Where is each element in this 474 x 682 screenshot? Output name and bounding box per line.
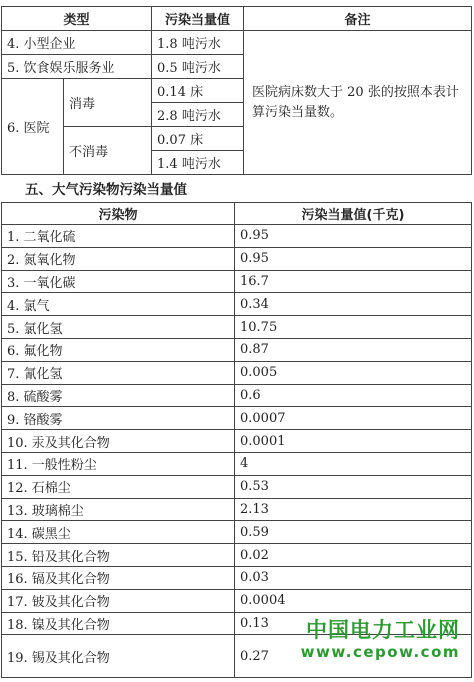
table-row xyxy=(2,452,472,475)
table-row xyxy=(2,270,472,293)
pollutant-value: 0.005 xyxy=(235,361,472,384)
hospital-no-disinfect-label: 不消毒 xyxy=(64,127,152,175)
pollutant-name: 17. 铍及其化合物 xyxy=(2,589,235,612)
pollutant-name: 1. 二氧化硫 xyxy=(2,225,235,248)
pollutant-name: 12. 石棉尘 xyxy=(2,475,235,498)
hospital-no-disinfect-bed-value: 0.07 床 xyxy=(152,127,244,151)
pollutant-name: 18. 镍及其化合物 xyxy=(2,612,235,635)
note-cell: 医院病床数大于 20 张的按照本表计算污染当量数。 xyxy=(244,31,472,175)
table-row xyxy=(2,247,472,270)
pollutant-name: 9. 铬酸雾 xyxy=(2,407,235,430)
pollutant-name: 10. 汞及其化合物 xyxy=(2,430,235,453)
hospital-disinfect-label: 消毒 xyxy=(64,79,152,127)
pollutant-value: 0.03 xyxy=(235,566,472,589)
pollutant-name: 7. 氰化氢 xyxy=(2,361,235,384)
table-row xyxy=(2,566,472,589)
pollutant-name: 8. 硫酸雾 xyxy=(2,384,235,407)
pollutant-value: 0.0001 xyxy=(235,430,472,453)
pollutant-name: 14. 碳黑尘 xyxy=(2,521,235,544)
pollutant-name: 11. 一般性粉尘 xyxy=(2,452,235,475)
pollutant-value: 0.02 xyxy=(235,544,472,567)
table2-header-row xyxy=(2,203,472,225)
pollutant-value: 0.95 xyxy=(235,225,472,248)
table-row xyxy=(2,498,472,521)
pollutant-name: 19. 锡及其化合物 xyxy=(2,635,235,678)
header-note: 备注 xyxy=(244,7,472,31)
pollutant-name: 4. 氯气 xyxy=(2,293,235,316)
hospital-disinfect-water-value: 2.8 吨污水 xyxy=(152,103,244,127)
table-row xyxy=(2,475,472,498)
header-type: 类型 xyxy=(2,7,152,31)
pollutant-name: 16. 镉及其化合物 xyxy=(2,566,235,589)
table-row xyxy=(2,316,472,339)
hospital-disinfect-bed-value: 0.14 床 xyxy=(152,79,244,103)
table-row xyxy=(2,589,472,612)
pollutant-value: 16.7 xyxy=(235,270,472,293)
table-row xyxy=(2,293,472,316)
pollutant-name: 13. 玻璃棉尘 xyxy=(2,498,235,521)
pollutant-value: 0.53 xyxy=(235,475,472,498)
table-row xyxy=(2,361,472,384)
header-equivalent-value: 污染当量值 xyxy=(152,7,244,31)
row-type-small-business: 4. 小型企业 xyxy=(2,31,152,55)
row-type-catering: 5. 饮食娱乐服务业 xyxy=(2,55,152,79)
table-row xyxy=(2,521,472,544)
pollutant-value: 0.95 xyxy=(235,247,472,270)
watermark-site-name: 中国电力工业网 xyxy=(306,618,460,642)
table-row xyxy=(2,384,472,407)
table-row xyxy=(2,338,472,361)
table-row xyxy=(2,31,472,55)
table-row xyxy=(2,544,472,567)
pollutant-name: 3. 一氧化碳 xyxy=(2,270,235,293)
table1-header-row xyxy=(2,7,472,31)
table-row xyxy=(2,430,472,453)
pollutant-value: 4 xyxy=(235,452,472,475)
section-title: 五、大气污染物污染当量值 xyxy=(25,182,187,198)
pollutant-name: 15. 铅及其化合物 xyxy=(2,544,235,567)
header-pollutant: 污染物 xyxy=(2,203,235,225)
pollutant-value: 0.59 xyxy=(235,521,472,544)
water-pollutant-table xyxy=(1,6,472,175)
pollutant-value: 0.0007 xyxy=(235,407,472,430)
row-type-hospital: 6. 医院 xyxy=(2,79,64,175)
pollutant-value: 0.0004 xyxy=(235,589,472,612)
pollutant-value: 0.87 xyxy=(235,338,472,361)
header-equivalent-kg: 污染当量值(千克) xyxy=(235,203,472,225)
air-pollutant-table xyxy=(1,202,472,678)
row-value-small-business: 1.8 吨污水 xyxy=(152,31,244,55)
pollutant-value: 0.27 xyxy=(235,635,472,678)
pollutant-value: 0.13 xyxy=(235,612,472,635)
air-pollutant-table-body xyxy=(2,225,472,678)
pollutant-value: 10.75 xyxy=(235,316,472,339)
pollutant-name: 6. 氟化物 xyxy=(2,338,235,361)
pollutant-name: 5. 氯化氢 xyxy=(2,316,235,339)
pollutant-name: 2. 氮氧化物 xyxy=(2,247,235,270)
pollutant-value: 2.13 xyxy=(235,498,472,521)
watermark-url: www.cepow.com xyxy=(300,643,460,661)
pollutant-value: 0.6 xyxy=(235,384,472,407)
table-row xyxy=(2,225,472,248)
hospital-no-disinfect-water-value: 1.4 吨污水 xyxy=(152,151,244,175)
pollutant-value: 0.34 xyxy=(235,293,472,316)
table-row xyxy=(2,407,472,430)
row-value-catering: 0.5 吨污水 xyxy=(152,55,244,79)
